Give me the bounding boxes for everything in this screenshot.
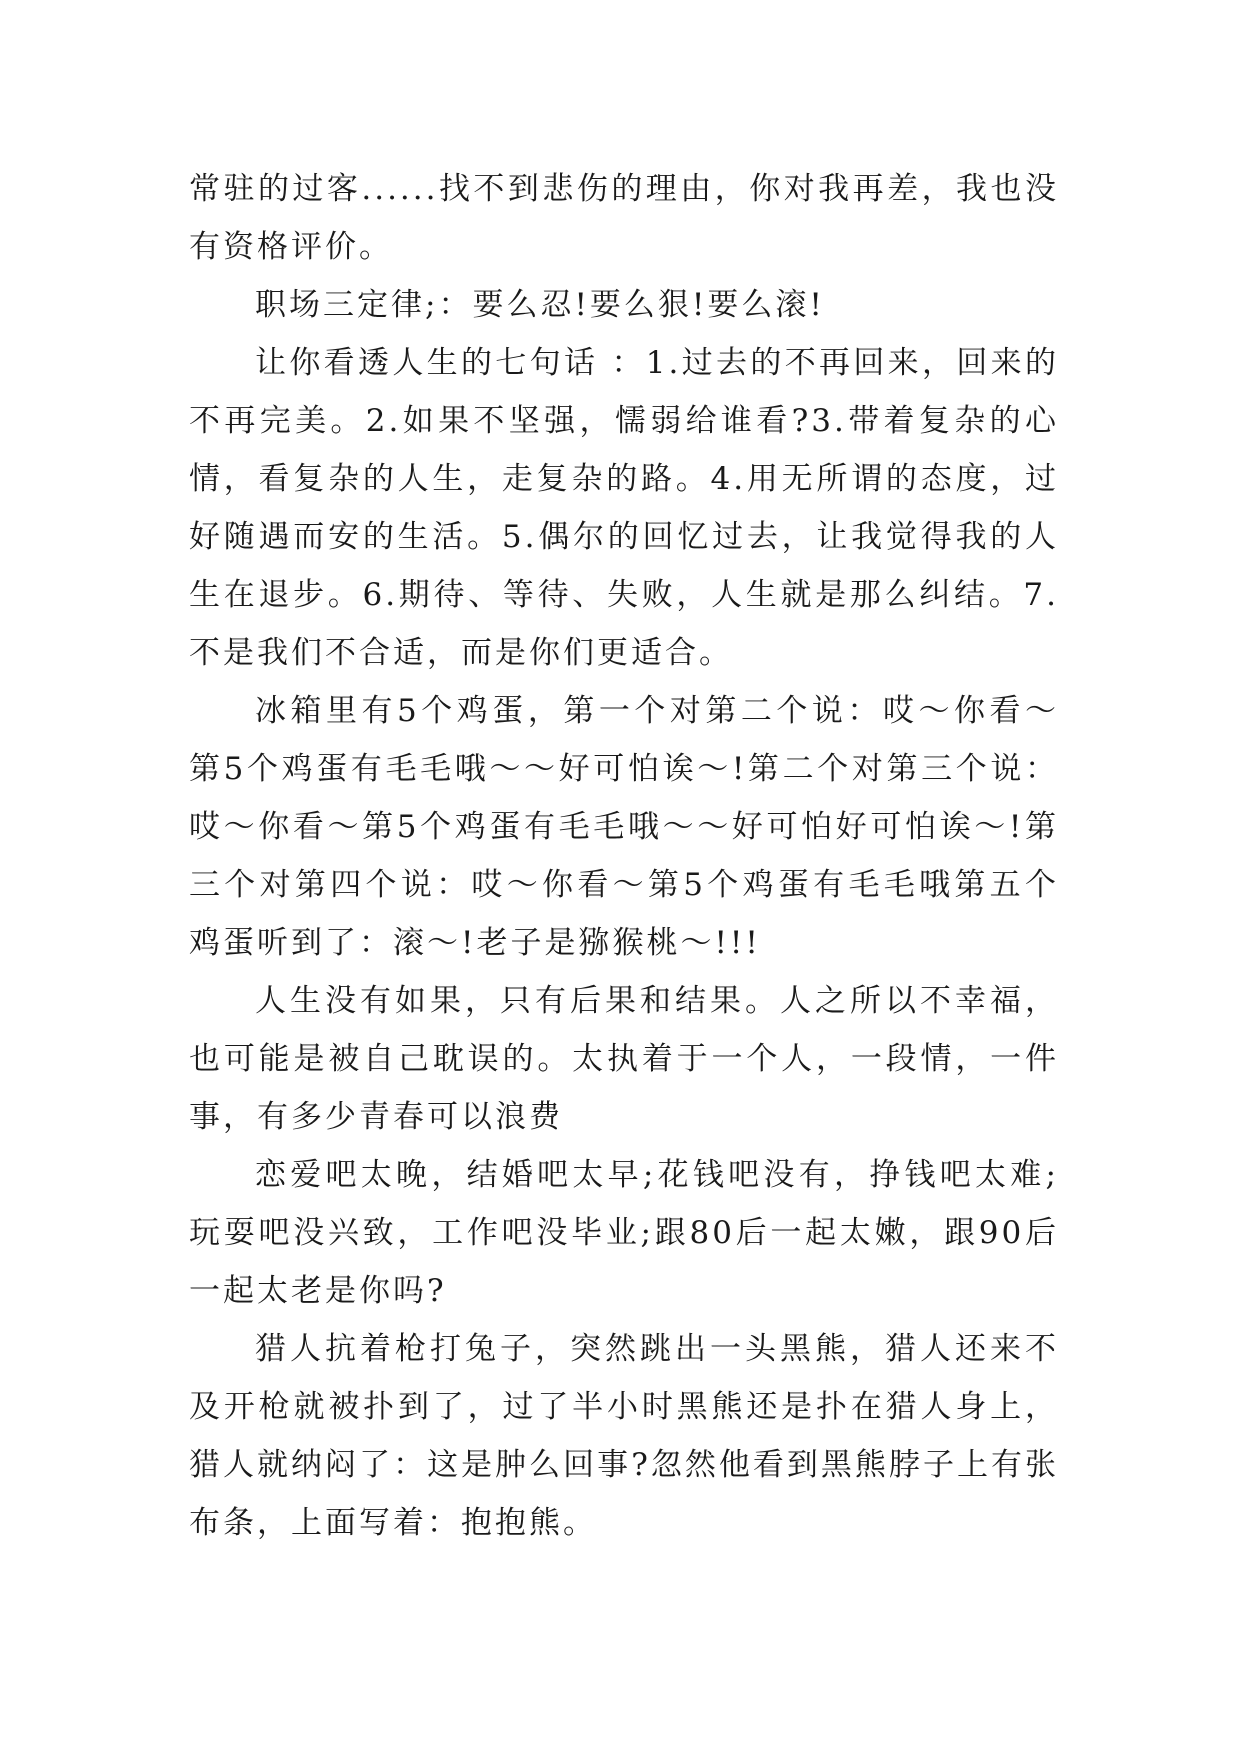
paragraph-6: 恋爱吧太晚，结婚吧太早;花钱吧没有，挣钱吧太难;玩耍吧没兴致，工作吧没毕业;跟80后一起太嫩，跟90后一起太老是你吗? (189, 1157, 1059, 1309)
paragraph-2: 职场三定律;：要么忍!要么狠!要么滚! (255, 287, 825, 323)
paragraph-3: 让你看透人生的七句话 ：1.过去的不再回来，回来的不再完美。2.如果不坚强，懦弱给谁看?3.带着复杂的心情，看复杂的人生，走复杂的路。4.用无所谓的态度，过好随遇而安的生活。5.偶尔的回忆过去，让我觉得我的人生在退步。6.期待、等待、失败，人生就是那么纠结。7.不是我们不合适，而是你们更适合。 (189, 345, 1059, 671)
paragraph-1: 常驻的过客......找不到悲伤的理由，你对我再差，我也没有资格评价。 (189, 171, 1059, 265)
paragraph-4: 冰箱里有5个鸡蛋，第一个对第二个说：哎～你看～第5个鸡蛋有毛毛哦～～好可怕诶～!第二个对第三个说：哎～你看～第5个鸡蛋有毛毛哦～～好可怕好可怕诶～!第三个对第四个说：哎～你看～第5个鸡蛋有毛毛哦第五个鸡蛋听到了：滚～!老子是猕猴桃～!!! (189, 693, 1059, 961)
document-body (189, 160, 1059, 1552)
paragraph-7: 猎人抗着枪打兔子，突然跳出一头黑熊，猎人还来不及开枪就被扑到了，过了半小时黑熊还是扑在猎人身上，猎人就纳闷了：这是肿么回事?忽然他看到黑熊脖子上有张布条，上面写着：抱抱熊。 (189, 1331, 1059, 1541)
paragraph-5: 人生没有如果，只有后果和结果。人之所以不幸福，也可能是被自己耽误的。太执着于一个人，一段情，一件事，有多少青春可以浪费 (189, 983, 1059, 1135)
